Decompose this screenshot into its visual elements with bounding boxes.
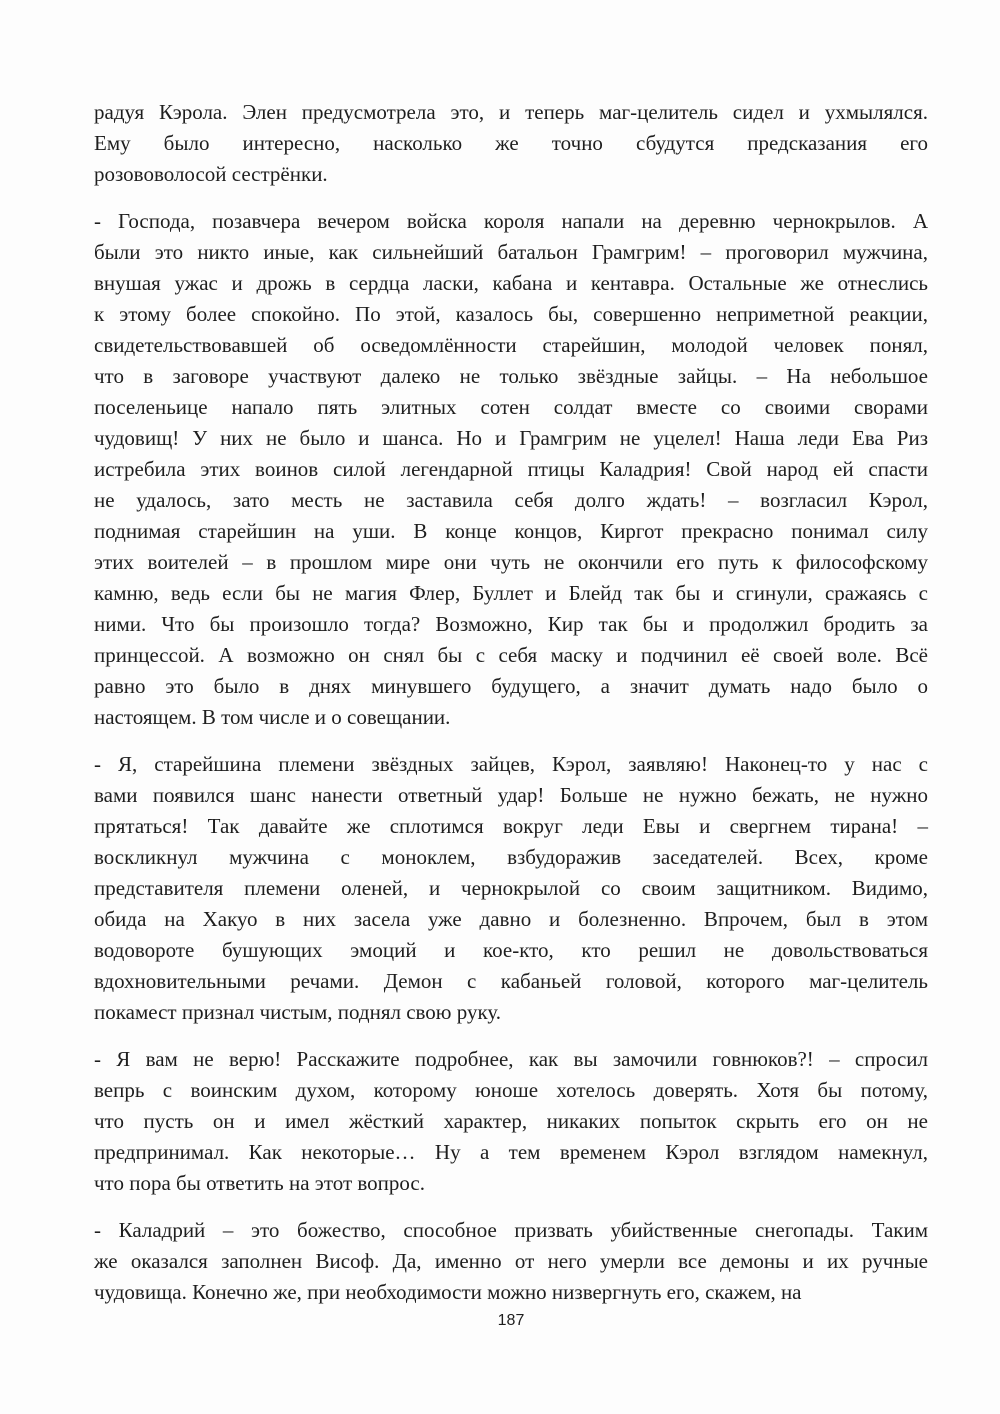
text-line: свидетельствовавшей об осведомлённости старейшин, молодой человек понял, xyxy=(94,333,928,357)
text-line: этих воителей – в прошлом мире они чуть не окончили его путь к философскому xyxy=(94,550,928,574)
paragraph xyxy=(94,206,928,733)
text-line: ними. Что бы произошло тогда? Возможно, Кир так бы и продолжил бродить за xyxy=(94,612,928,636)
text-line: настоящем. В том числе и о совещании. xyxy=(94,705,451,729)
text-line: чудовища. Конечно же, при необходимости можно низвергнуть его, скажем, на xyxy=(94,1280,802,1304)
text-line: истребила этих воинов силой легендарной птицы Каладрия! Свой народ ей спасти xyxy=(94,457,928,481)
text-line: принцессой. А возможно он снял бы с себя маску и подчинил её своей воле. Всё xyxy=(94,643,928,667)
paragraph xyxy=(94,1044,928,1199)
text-line: внушая ужас и дрожь в сердца ласки, кабана и кентавра. Остальные же отнеслись xyxy=(94,271,928,295)
text-line: что пора бы ответить на этот вопрос. xyxy=(94,1171,425,1195)
text-line: обида на Хакуо в них засела уже давно и болезненно. Впрочем, был в этом xyxy=(94,907,928,931)
text-line: - Я вам не верю! Расскажите подробнее, как вы замочили говнюков?! – спросил xyxy=(94,1047,928,1071)
text-line: поселеньице напало пять элитных сотен солдат вместе со своими сворами xyxy=(94,395,928,419)
text-line: Ему было интересно, насколько же точно сбудутся предсказания его xyxy=(94,131,928,155)
text-body xyxy=(94,97,928,1308)
text-line: - Я, старейшина племени звёздных зайцев, Кэрол, заявляю! Наконец-то у нас с xyxy=(94,752,928,776)
text-line: воскликнул мужчина с моноклем, взбудоражив заседателей. Всех, кроме xyxy=(94,845,928,869)
text-line: чудовищ! У них не было и шанса. Но и Грамгрим не уцелел! Наша леди Ева Риз xyxy=(94,426,928,450)
text-line: что пусть он и имел жёсткий характер, никаких попыток скрыть его он не xyxy=(94,1109,928,1133)
text-line: что в заговоре участвуют далеко не только звёздные зайцы. – На небольшое xyxy=(94,364,928,388)
text-line: радуя Кэрола. Элен предусмотрела это, и теперь маг-целитель сидел и ухмылялся. xyxy=(94,100,928,124)
text-line: вдохновительными речами. Демон с кабаньей головой, которого маг-целитель xyxy=(94,969,928,993)
text-line: покамест признал чистым, поднял свою руку. xyxy=(94,1000,502,1024)
paragraph xyxy=(94,1215,928,1308)
text-line: были это никто иные, как сильнейший батальон Грамгрим! – проговорил мужчина, xyxy=(94,240,928,264)
text-line: камню, ведь если бы не магия Флер, Буллет и Блейд так бы и сгинули, сражаясь с xyxy=(94,581,928,605)
text-line: - Каладрий – это божество, способное призвать убийственные снегопады. Таким xyxy=(94,1218,928,1242)
text-line: вами появился шанс нанести ответный удар! Больше не нужно бежать, не нужно xyxy=(94,783,928,807)
text-line: поднимая старейшин на уши. В конце концов, Киргот прекрасно понимал силу xyxy=(94,519,928,543)
text-line: представителя племени оленей, и чернокрылой со своим защитником. Видимо, xyxy=(94,876,928,900)
text-line: розововолосой сестрёнки. xyxy=(94,162,328,186)
text-line: предпринимал. Как некоторые… Ну а тем временем Кэрол взглядом намекнул, xyxy=(94,1140,928,1164)
text-line: же оказался заполнен Висоф. Да, именно от него умерли все демоны и их ручные xyxy=(94,1249,928,1273)
text-line: водовороте бушующих эмоций и кое-кто, кто решил не довольствоваться xyxy=(94,938,928,962)
text-line: прятаться! Так давайте же сплотимся вокруг леди Евы и свергнем тирана! – xyxy=(94,814,928,838)
text-line: равно это было в днях минувшего будущего, а значит думать надо было о xyxy=(94,674,928,698)
text-line: не удалось, зато месть не заставила себя долго ждать! – возгласил Кэрол, xyxy=(94,488,928,512)
text-line: к этому более спокойно. По этой, казалось бы, совершенно неприметной реакции, xyxy=(94,302,928,326)
text-line: вепрь с воинским духом, которому юноше хотелось доверять. Хотя бы потому, xyxy=(94,1078,928,1102)
text-line: - Господа, позавчера вечером войска короля напали на деревню чернокрылов. А xyxy=(94,209,928,233)
paragraph xyxy=(94,97,928,190)
page-number: 187 xyxy=(497,1312,525,1329)
paragraph xyxy=(94,749,928,1028)
